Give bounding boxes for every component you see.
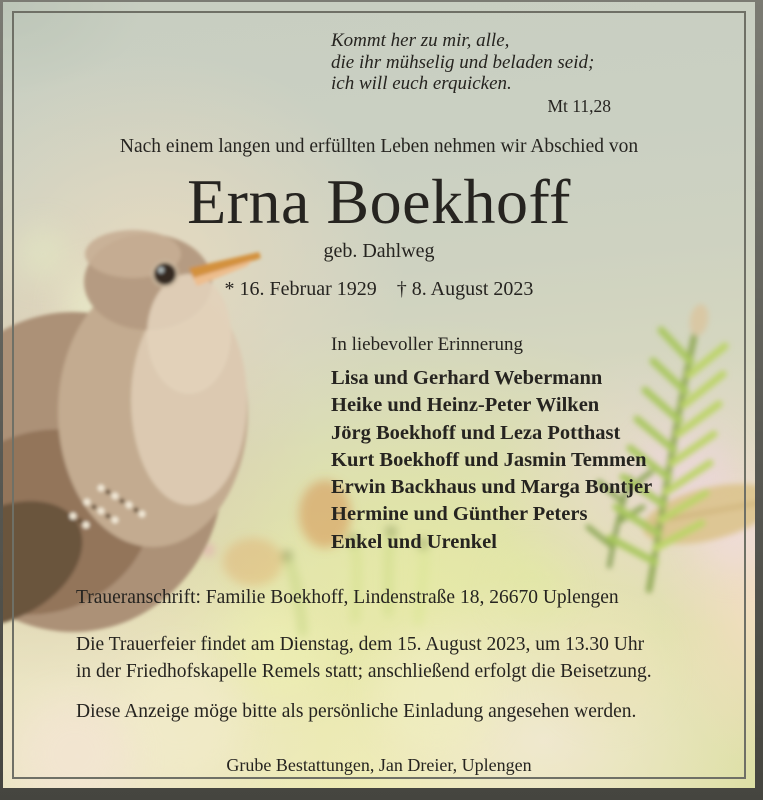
intro-line: Nach einem langen und erfüllten Leben nehmen wir Abschied von (119, 136, 639, 157)
quote-line: ich will euch erquicken. (331, 73, 512, 95)
mourner-line: Hermine und Günther Peters (331, 503, 588, 526)
quote-source: Mt 11,28 (547, 95, 611, 116)
mourner-line: Heike und Heinz-Peter Wilken (331, 394, 600, 417)
scripture-quote (331, 30, 617, 117)
mourner-line: Enkel und Urenkel (331, 530, 497, 553)
service-line: in der Friedhofskapelle Remels statt; anschließend erfolgt die Beisetzung. (76, 660, 652, 682)
remembrance-heading: In liebevoller Erinnerung (331, 334, 524, 355)
mourner-line: Lisa und Gerhard Webermann (331, 367, 603, 389)
funeral-home-line: Grube Bestattungen, Jan Dreier, Uplengen (226, 755, 532, 775)
mourning-address: Traueranschrift: Familie Boekhoff, Lindenstraße 18, 26670 Uplengen (76, 587, 619, 608)
obituary-card (3, 2, 755, 788)
quote-line: die ihr mühselig und beladen seid; (331, 51, 595, 73)
mourner-line: Erwin Backhaus und Marga Bontjer (331, 476, 653, 499)
deceased-name: Erna Boekhoff (187, 166, 571, 237)
service-line: Die Trauerfeier findet am Dienstag, dem 15. August 2023, um 13.30 Uhr (76, 634, 645, 655)
mourner-line: Jörg Boekhoff und Leza Potthast (331, 421, 621, 444)
quote-line: Kommt her zu mir, alle, (331, 30, 510, 51)
maiden-name: geb. Dahlweg (323, 240, 435, 262)
death-date: † 8. August 2023 (396, 278, 534, 300)
mourners-list (331, 365, 652, 556)
mourner-line: Kurt Boekhoff und Jasmin Temmen (331, 448, 647, 471)
birth-date: * 16. Februar 1929 (224, 278, 377, 300)
life-dates (3, 278, 755, 301)
invitation-note: Diese Anzeige möge bitte als persönliche Einladung angesehen werden. (76, 701, 637, 722)
service-info (76, 632, 652, 685)
obituary-content (3, 2, 755, 788)
